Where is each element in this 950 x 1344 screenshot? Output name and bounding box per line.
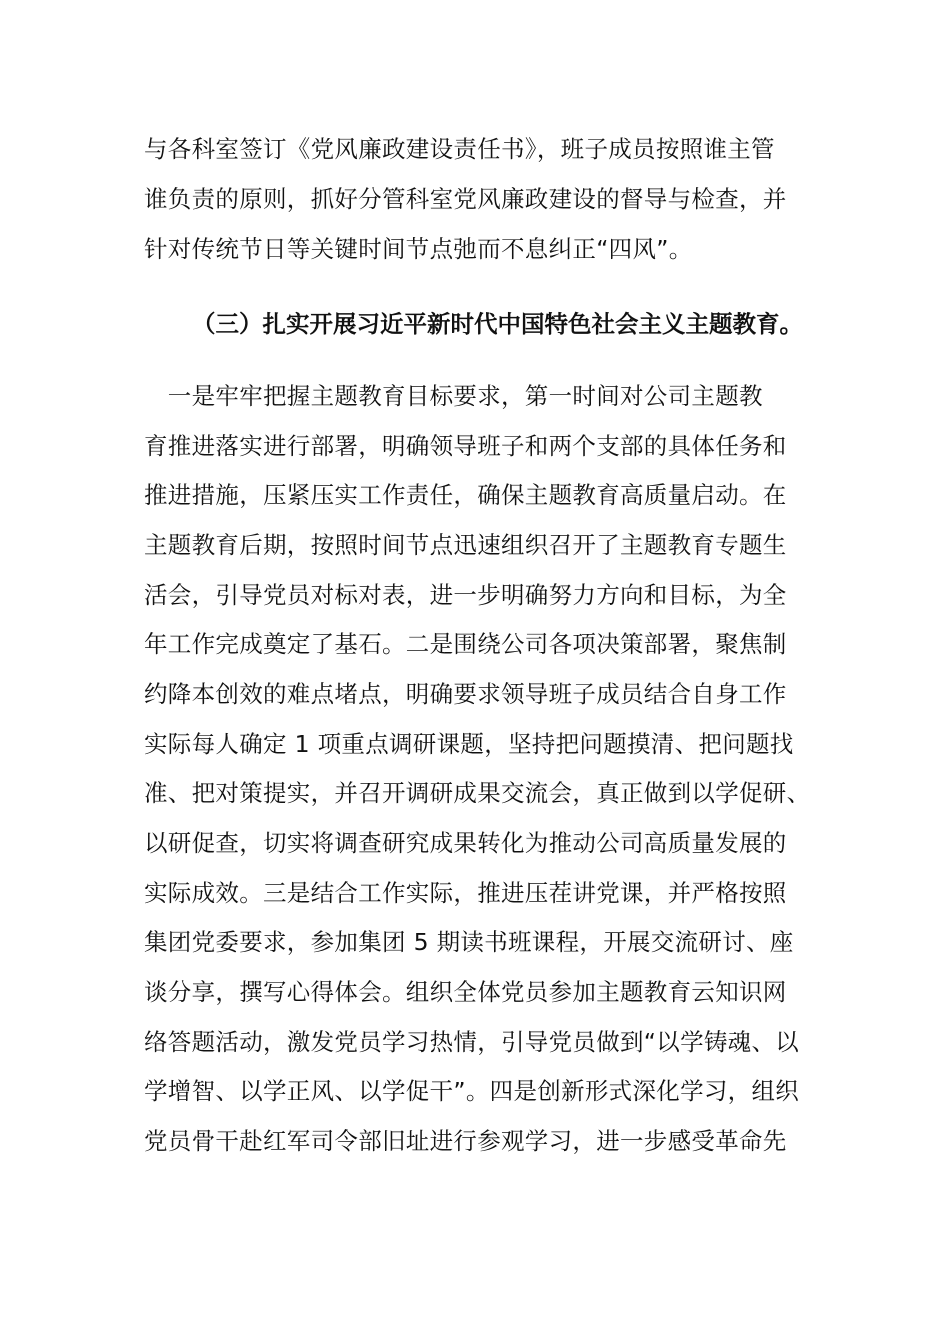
text-line: 以研促查，切实将调查研究成果转化为推动公司高质量发展的 — [144, 829, 787, 857]
text-line: 集团党委要求，参加集团 5 期读书班课程，开展交流研讨、座 — [144, 928, 794, 956]
text-line: 针对传统节日等关键时间节点弛而不息纠正“四风”。 — [144, 235, 693, 263]
text-line: 实际成效。三是结合工作实际，推进压茬讲党课，并严格按照 — [144, 879, 787, 907]
text-line: 与各科室签订《党风廉政建设责任书》，班子成员按照谁主管 — [144, 135, 775, 163]
text-line: 年工作完成奠定了基石。二是围绕公司各项决策部署，聚焦制 — [144, 630, 787, 658]
text-line: 准、把对策提实，并召开调研成果交流会，真正做到以学促研、 — [144, 779, 811, 807]
text-line: 实际每人确定 1 项重点调研课题，坚持把问题摸清、把问题找 — [144, 730, 794, 758]
text-line: 推进措施，压紧压实工作责任，确保主题教育高质量启动。在 — [144, 481, 787, 509]
text-line: 一是牢牢把握主题教育目标要求，第一时间对公司主题教 — [144, 382, 763, 410]
text-line: 络答题活动，激发党员学习热情，引导党员做到“以学铸魂、以 — [144, 1028, 800, 1056]
text-line: 党员骨干赴红军司令部旧址进行参观学习，进一步感受革命先 — [144, 1127, 787, 1155]
text-line: 谈分享，撰写心得体会。组织全体党员参加主题教育云知识网 — [144, 978, 787, 1006]
text-line: 约降本创效的难点堵点，明确要求领导班子成员结合自身工作 — [144, 680, 787, 708]
text-line: 活会，引导党员对标对表，进一步明确努力方向和目标，为全 — [144, 581, 787, 609]
text-line: 主题教育后期，按照时间节点迅速组织召开了主题教育专题生 — [144, 531, 787, 559]
text-line: 学增智、以学正风、以学促干”。四是创新形式深化学习，组织 — [144, 1077, 800, 1105]
text-line: 育推进落实进行部署，明确领导班子和两个支部的具体任务和 — [144, 432, 787, 460]
text-line: 谁负责的原则，抓好分管科室党风廉政建设的督导与检查，并 — [144, 185, 787, 213]
section-heading: （三）扎实开展习近平新时代中国特色社会主义主题教育。 — [192, 310, 803, 338]
